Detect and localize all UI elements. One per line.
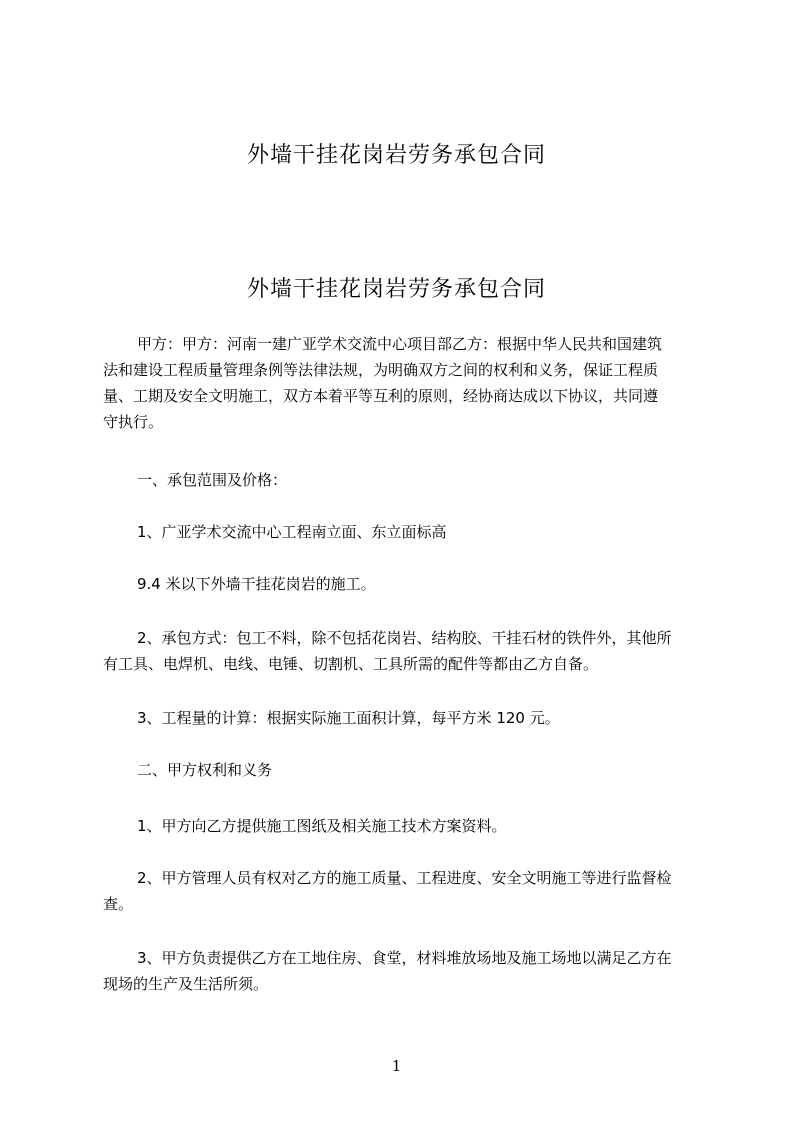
clause-1-1: 1、广亚学术交流中心工程南立面、东立面标高	[137, 523, 447, 541]
clause-1-1-continued: 9.4 米以下外墙干挂花岗岩的施工。	[137, 575, 376, 593]
clause-1-2	[103, 625, 719, 677]
contract-title: 外墙干挂花岗岩劳务承包合同	[246, 277, 546, 302]
clause-1-3: 3、工程量的计算：根据实际施工面积计算，每平方米 120 元。	[137, 709, 560, 727]
clause-2-3	[103, 945, 719, 997]
clause-2-2	[103, 865, 719, 917]
page-number: 1	[391, 1057, 402, 1075]
section-2-heading: 二、甲方权利和义务	[137, 761, 273, 779]
section-1-heading: 一、承包范围及价格：	[137, 471, 288, 489]
clause-line: 2、承包方式：包工不料，除不包括花岗岩、结构胶、干挂石材的铁件外，其他所	[137, 629, 672, 647]
clause-line: 3、甲方负责提供乙方在工地住房、食堂，材料堆放场地及施工场地以满足乙方在	[137, 949, 672, 967]
clause-line: 有工具、电焊机、电线、电锤、切割机、工具所需的配件等都由乙方自备。	[103, 655, 599, 673]
clause-line: 现场的生产及生活所须。	[103, 975, 269, 993]
clause-line: 2、甲方管理人员有权对乙方的施工质量、工程进度、安全文明施工等进行监督检	[137, 869, 672, 887]
intro-line: 守执行。	[103, 413, 164, 431]
clause-2-1: 1、甲方向乙方提供施工图纸及相关施工技术方案资料。	[137, 817, 507, 835]
intro-paragraph	[103, 331, 719, 435]
intro-line: 量、工期及安全文明施工，双方本着平等互利的原则，经协商达成以下协议，共同遵	[103, 387, 659, 405]
intro-line: 甲方：甲方：河南一建广亚学术交流中心项目部乙方：根据中华人民共和国建筑	[137, 335, 663, 353]
cover-title: 外墙干挂花岗岩劳务承包合同	[246, 143, 546, 168]
intro-line: 法和建设工程质量管理条例等法律法规，为明确双方之间的权利和义务，保证工程质	[103, 361, 659, 379]
clause-line: 查。	[103, 895, 134, 913]
